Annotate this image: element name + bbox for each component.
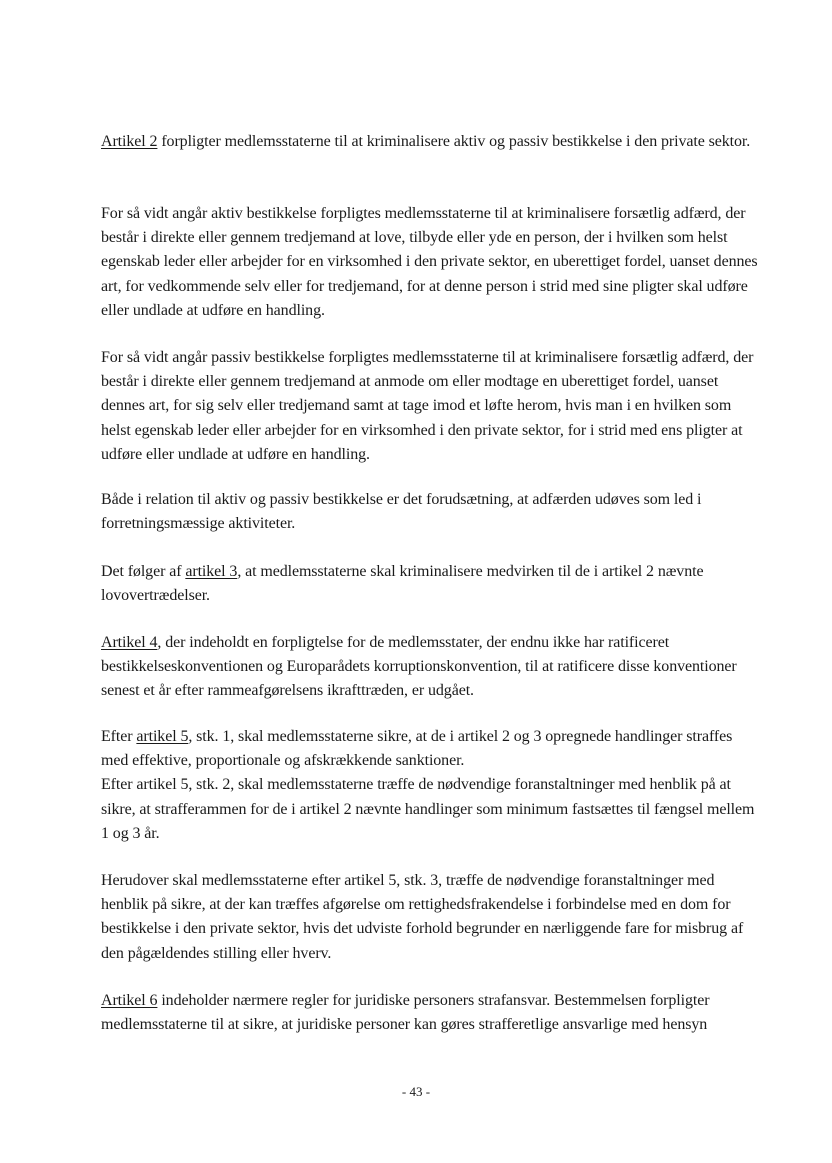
artikel-4-reference: Artikel 4: [101, 634, 158, 651]
artikel-5-stk-1: [101, 725, 761, 773]
paragraph-text: Efter: [101, 728, 137, 745]
paragraph-rettighedsfrakendelse: Herudover skal medlemsstaterne efter artikel 5, stk. 3, træffe de nødvendige foranstaltninger med henblik på sikre, at der kan træffes afgørelse om rettighedsfrakendelse i forbindelse med en dom for bestikkelse i den private sektor, hvis det udviste forhold begrunder en nærliggende fare for misbrug af den pågældendes stilling eller hverv.: [101, 872, 744, 962]
paragraph-text: , at medlemsstaterne skal kriminalisere medvirken til de i artikel 2 nævnte lovovertrædelser.: [101, 563, 704, 605]
paragraph-artikel-2: [101, 130, 761, 154]
paragraph-artikel-5: [101, 725, 761, 846]
paragraph-text: forpligter medlemsstaterne til at kriminalisere aktiv og passiv bestikkelse i den private sektor.: [157, 133, 751, 150]
paragraph-artikel-6: [101, 989, 761, 1037]
paragraph-text: , stk. 1, skal medlemsstaterne sikre, at de i artikel 2 og 3 opregnede handlinger straffes med effektive, proportionale og afskrækkende sanktioner.: [101, 728, 733, 770]
artikel-6-reference: Artikel 6: [101, 992, 158, 1009]
artikel-3-reference: artikel 3: [185, 563, 238, 580]
paragraph-text: Det følger af: [101, 563, 186, 580]
paragraph-text: indeholder nærmere regler for juridiske personers strafansvar. Bestemmelsen forpligter medlemsstaterne til at sikre, at juridiske personer kan gøres strafferetlige ansvarlige med hensyn: [101, 992, 710, 1034]
artikel-5-stk-2: Efter artikel 5, stk. 2, skal medlemsstaterne træffe de nødvendige foranstaltninger med henblik på at sikre, at strafferammen for de i artikel 2 nævnte handlinger som minimum fastsættes til fængsel mellem 1 og 3 år.: [101, 776, 755, 842]
paragraph-artikel-4: [101, 631, 761, 704]
paragraph-passiv-bestikkelse: For så vidt angår passiv bestikkelse forpligtes medlemsstaterne til at kriminalisere forsætlig adfærd, der består i direkte eller gennem tredjemand at anmode om eller modtage en uberettiget fordel, uanset dennes art, for sig selv eller tredjemand samt at tage imod et løfte herom, hvis man i en hvilken som helst egenskab leder eller arbejder for en virksomhed i den private sektor, for i strid med ens pligter at udføre eller undlade at udføre en handling.: [101, 349, 754, 463]
artikel-5-reference: artikel 5: [136, 728, 189, 745]
paragraph-forudsaetning: Både i relation til aktiv og passiv bestikkelse er det forudsætning, at adfærden udøves som led i forretningsmæssige aktiviteter.: [101, 491, 702, 533]
paragraph-text: , der indeholdt en forpligtelse for de medlemsstater, der endnu ikke har ratificeret bestikkelseskonventionen og Europarådets korruptionskonvention, til at ratificere disse konventioner senest et år efter rammeafgørelsens ikrafttræden, er udgået.: [101, 634, 737, 700]
artikel-2-reference: Artikel 2: [101, 133, 158, 150]
paragraph-artikel-3: [101, 560, 761, 608]
paragraph-aktiv-bestikkelse: For så vidt angår aktiv bestikkelse forpligtes medlemsstaterne til at kriminalisere forsætlig adfærd, der består i direkte eller gennem tredjemand at love, tilbyde eller yde en person, der i hvilken som helst egenskab leder eller arbejder for en virksomhed i den private sektor, en uberettiget fordel, uanset dennes art, for vedkommende selv eller for tredjemand, for at denne person i strid med sine pligter skal udføre eller undlade at udføre en handling.: [101, 205, 758, 319]
page-number: - 43 -: [401, 1084, 431, 1099]
